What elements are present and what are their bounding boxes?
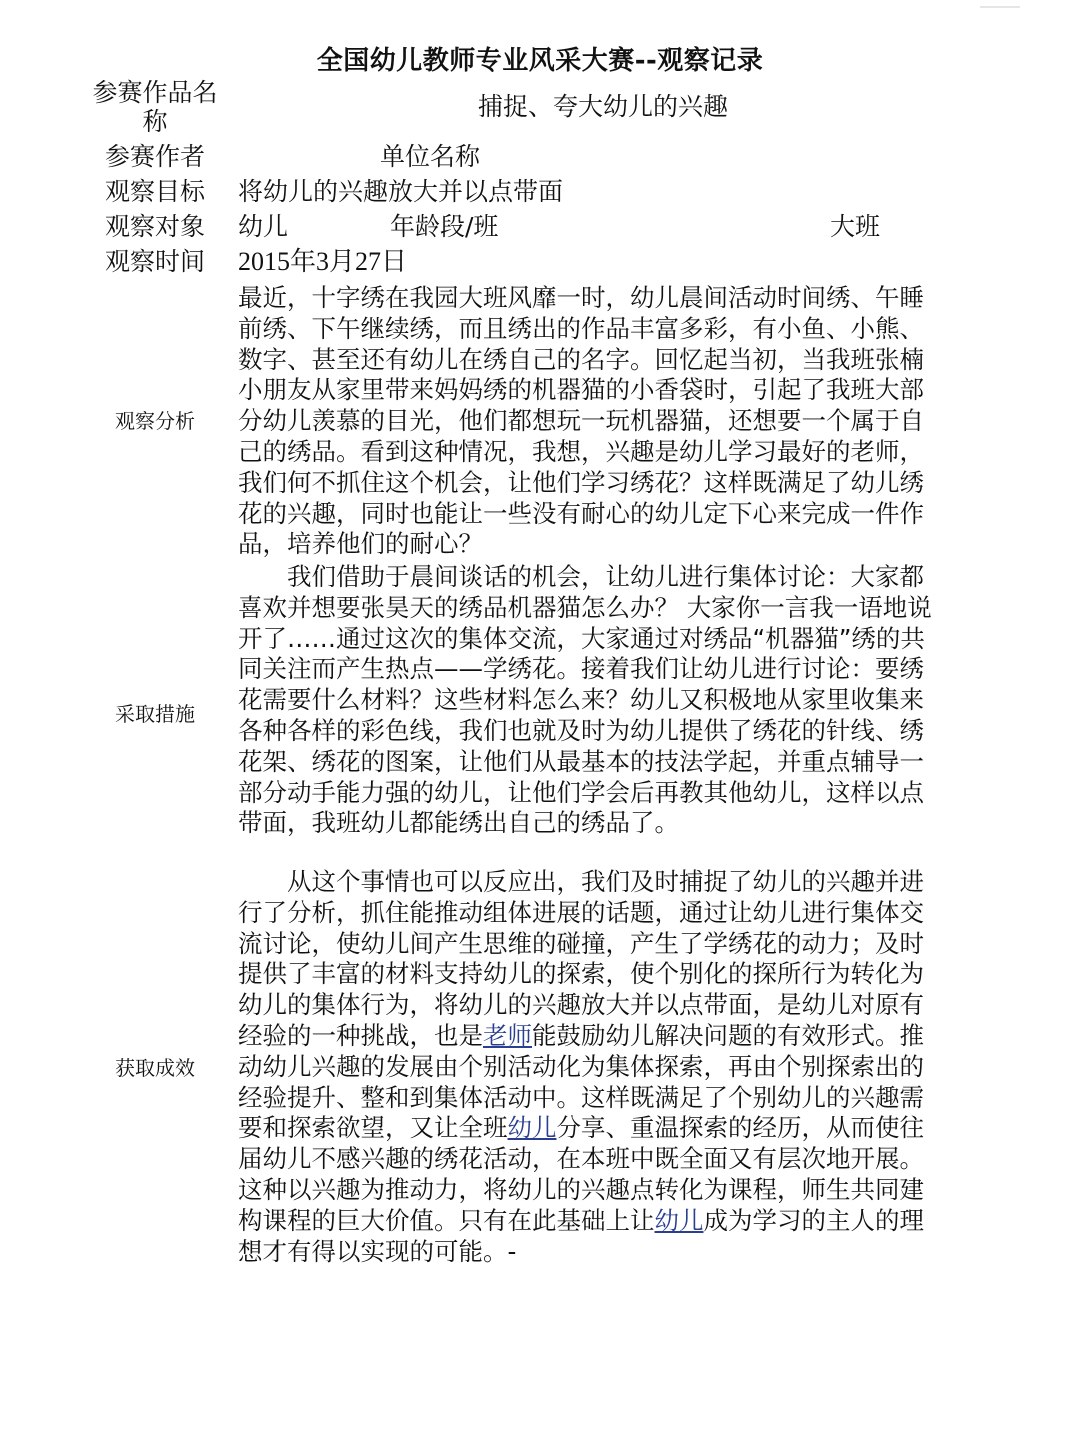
measures-line: 各种各样的彩色线，我们也就及时为幼儿提供了绣花的针线、绣: [238, 715, 924, 745]
analysis-line: 最近，十字绣在我园大班风靡一时，幼儿晨间活动时间绣、午睡: [238, 283, 924, 312]
measures-line: 花需要什么材料？这些材料怎么来？幼儿又积极地从家里收集来: [238, 685, 924, 715]
measures-line: 喜欢并想要张昊天的绣品机器猫怎么办？ 大家你一言我一语地说: [238, 592, 932, 622]
goal-value: 将幼儿的兴趣放大并以点带面: [238, 177, 564, 206]
results-line: 想才有得以实现的可能。-: [238, 1236, 517, 1266]
entry-name-label: [80, 78, 230, 136]
results-line: 提供了丰富的材料支持幼儿的探索，使个别化的探所行为转化为: [238, 959, 924, 989]
results-line: 动幼儿兴趣的发展由个别活动化为集体探索，再由个别探索出的: [238, 1051, 924, 1081]
measures-line: 部分动手能力强的幼儿，让他们学会后再教其他幼儿，这样以点: [238, 777, 924, 807]
entry-name-label-line1: 参赛作品名: [92, 78, 218, 107]
measures-line: 花架、绣花的图案，让他们从最基本的技法学起，并重点辅导一: [238, 746, 924, 776]
results-text: 构课程的巨大价值。只有在此基础上让: [238, 1205, 655, 1235]
results-line: 这种以兴趣为推动力，将幼儿的兴趣点转化为课程，师生共同建: [238, 1174, 924, 1204]
analysis-line: 数字、甚至还有幼儿在绣自己的名字。回忆起当初，当我班张楠: [238, 344, 924, 374]
results-line: [238, 1021, 982, 1052]
results-line: 流讨论，使幼儿间产生思维的碰撞，产生了学绣花的动力；及时: [238, 928, 924, 958]
results-paragraph: [238, 867, 982, 1267]
analysis-label: 观察分析: [115, 409, 195, 433]
child-link[interactable]: 幼儿: [654, 1205, 704, 1235]
measures-line: 我们借助于晨间谈话的机会，让幼儿进行集体讨论：大家都: [238, 562, 924, 591]
time-value: 2015年3月27日: [238, 247, 408, 276]
results-label: 获取成效: [115, 1056, 195, 1080]
goal-label: 观察目标: [104, 177, 205, 206]
unit-name-label: 单位名称: [380, 142, 481, 171]
measures-line: 开了……通过这次的集体交流，大家通过对绣品“机器猫”绣的共: [238, 623, 925, 653]
analysis-line: 小朋友从家里带来妈妈绣的机器猫的小香袋时，引起了我班大部: [238, 375, 924, 405]
analysis-line: 分幼儿羡慕的目光，他们都想玩一玩机器猫，还想要一个属于自: [238, 406, 924, 436]
results-text: 成为学习的主人的理: [703, 1205, 924, 1235]
results-text: 经验的一种挑战，也是: [238, 1020, 483, 1050]
results-line: 经验提升、整和到集体活动中。这样既满足了个别幼儿的兴趣需: [238, 1082, 924, 1112]
results-text: 能鼓励幼儿解决问题的有效形式。推: [532, 1020, 924, 1050]
time-label: 观察时间: [104, 247, 205, 276]
analysis-line: 我们何不抓住这个机会，让他们学习绣花？这样既满足了幼儿绣: [238, 467, 924, 497]
measures-paragraph: [238, 562, 982, 839]
analysis-line: 己的绣品。看到这种情况，我想，兴趣是幼儿学习最好的老师，: [238, 436, 924, 466]
results-line: 行了分析，抓住能推动组体进展的话题，通过让幼儿进行集体交: [238, 897, 924, 927]
child-link[interactable]: 幼儿: [507, 1113, 557, 1143]
results-text: 要和探索欲望，又让全班: [238, 1113, 508, 1143]
results-line: [238, 1113, 982, 1144]
measures-line: 带面，我班幼儿都能绣出自己的绣品了。: [238, 808, 679, 838]
author-label: 参赛作者: [104, 142, 205, 171]
entry-name-label-line2: 称: [142, 107, 168, 136]
document-title: 全国幼儿教师专业风采大赛--观察记录: [316, 46, 764, 76]
measures-label: 采取措施: [115, 702, 195, 726]
analysis-line: 花的兴趣，同时也能让一些没有耐心的幼儿定下心来完成一件作: [238, 498, 924, 528]
analysis-line: 前绣、下午继续绣，而且绣出的作品丰富多彩，有小鱼、小熊、: [238, 313, 924, 343]
results-line: 从这个事情也可以反应出，我们及时捕捉了幼儿的兴趣并进: [238, 867, 924, 896]
page-corner-mark: [980, 6, 1020, 8]
results-line: 幼儿的集体行为，将幼儿的兴趣放大并以点带面，是幼儿对原有: [238, 990, 924, 1020]
measures-line: 同关注而产生热点——学绣花。接着我们让幼儿进行讨论：要绣: [238, 654, 924, 684]
subject-value: 幼儿: [238, 212, 289, 241]
age-group-label: 年龄段/班: [390, 212, 499, 241]
results-line: 届幼儿不感兴趣的绣花活动，在本班中既全面又有层次地开展。: [238, 1144, 924, 1174]
teacher-link[interactable]: 老师: [483, 1020, 532, 1050]
age-group-value: 大班: [830, 212, 881, 241]
subject-label: 观察对象: [104, 212, 205, 241]
entry-name-value: 捕捉、夸大幼儿的兴趣: [478, 92, 729, 121]
results-line: [238, 1206, 982, 1237]
analysis-line: 品，培养他们的耐心？: [238, 529, 483, 559]
analysis-paragraph: [238, 283, 982, 560]
results-text: 分享、重温探索的经历，从而使往: [556, 1113, 924, 1143]
